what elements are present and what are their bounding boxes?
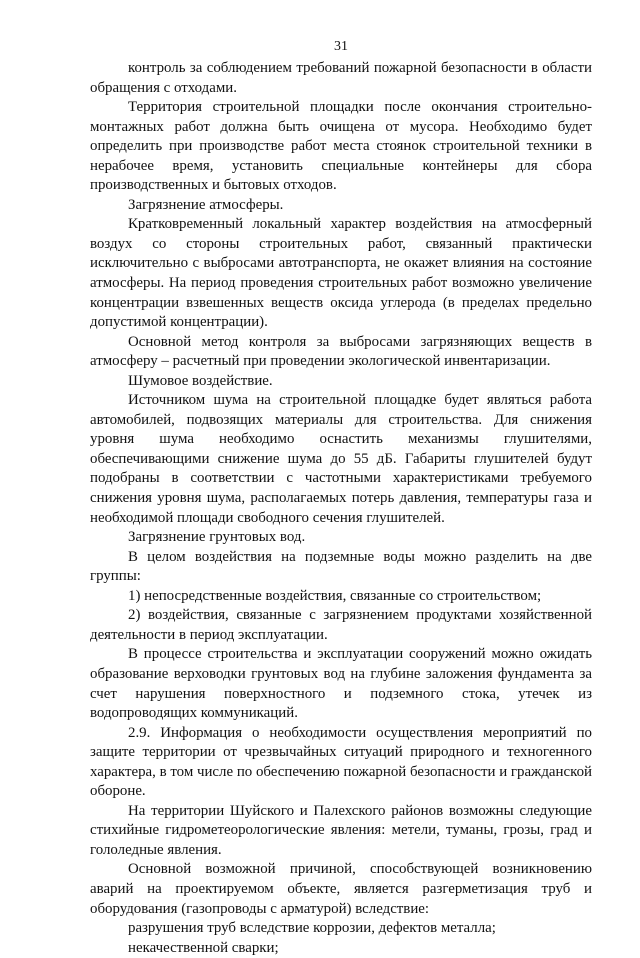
- paragraph-perched-water: В процессе строительства и эксплуатации сооружений можно ожидать образование верховодки грунтовых вод на глубине заложения фундамента за счет нарушения поверхностного и подземного стока, утечек из водопроводящих коммуникаций.: [90, 646, 592, 722]
- paragraph-natural-hazards: На территории Шуйского и Палехского районов возможны следующие стихийные гидрометеорологические явления: метели, туманы, грозы, град и гололедные явления.: [90, 802, 592, 858]
- heading-noise: Шумовое воздействие.: [128, 372, 273, 389]
- paragraph-accident-causes: Основной возможной причиной, способствующей возникновению аварий на проектируемом объекте, является разгерметизация труб и оборудования (газопроводы с арматурой) вследствие:: [90, 861, 592, 917]
- heading-groundwater: Загрязнение грунтовых вод.: [128, 529, 306, 546]
- page-number: 31: [334, 39, 348, 54]
- paragraph-groundwater-groups: В целом воздействия на подземные воды можно разделить на две группы:: [90, 548, 592, 585]
- list-item-poor-welding: некачественной сварки;: [128, 939, 279, 956]
- list-item-pipe-corrosion: разрушения труб вследствие коррозии, дефектов металла;: [128, 920, 496, 937]
- paragraph-fire-safety: контроль за соблюдением требований пожарной безопасности в области обращения с отходами.: [90, 60, 592, 96]
- section-2-9-heading: 2.9. Информация о необходимости осуществления мероприятий по защите территории от чрезвычайных ситуаций природного и техногенного характера, в том числе по обеспечению пожарной безопасности и гражданской обороне.: [90, 724, 592, 800]
- paragraph-air-impact: Кратковременный локальный характер воздействия на атмосферный воздух со стороны строительных работ, связанный практически исключительно с выбросами автотранспорта, не окажет влияния на состояние атмосферы. На период проведения строительных работ возможно увеличение концентрации взвешенных веществ оксида углерода (в пределах предельно допустимой концентрации).: [90, 216, 592, 331]
- list-item-direct-impact: 1) непосредственные воздействия, связанные со строительством;: [128, 587, 542, 604]
- body-text: [90, 59, 592, 958]
- list-item-operation-impact: 2) воздействия, связанные с загрязнением продуктами хозяйственной деятельности в период эксплуатации.: [90, 607, 592, 643]
- paragraph-emission-control: Основной метод контроля за выбросами загрязняющих веществ в атмосферу – расчетный при проведении экологической инвентаризации.: [90, 333, 592, 370]
- paragraph-site-cleanup: Территория строительной площадки после окончания строительно-монтажных работ должна быть очищена от мусора. Необходимо будет определить при производстве работ места стоянок строительной техники в нерабочее время, установить специальные контейнеры для сбора производственных и бытовых отходов.: [90, 99, 592, 194]
- heading-air-pollution: Загрязнение атмосферы.: [128, 196, 284, 213]
- paragraph-noise-sources: Источником шума на строительной площадке будет являться работа автомобилей, подвозящих материалы для строительства. Для снижения уровня шума необходимо оснастить механизмы глушителями, обеспечивающими снижение шума до 55 дБ. Габариты глушителей будут подобраны в соответствии с частотными характеристиками требуемого снижения уровня шума, располагаемых потерь давления, температуры газа и необходимой площади свободного сечения глушителей.: [90, 392, 592, 526]
